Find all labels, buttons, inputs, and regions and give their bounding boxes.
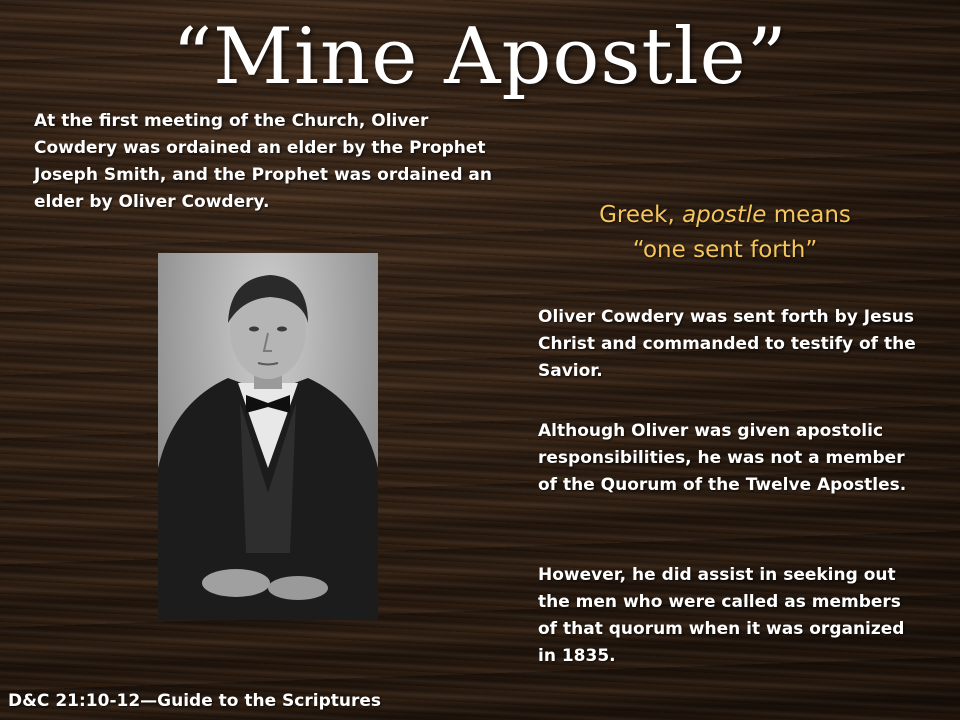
paragraph-sent-forth: Oliver Cowdery was sent forth by Jesus Christ and commanded to testify of the Savior. [538, 307, 916, 381]
portrait-image [158, 253, 378, 620]
paragraph-apostolic: Although Oliver was given apostolic responsibilities, he was not a member of the Quorum of the Twelve Apostles. [538, 421, 907, 495]
greek-term: apostle [682, 202, 767, 228]
greek-suffix: means [766, 202, 851, 228]
slide-title: “Mine Apostle” [172, 12, 788, 102]
greek-definition [545, 198, 905, 268]
greek-definition-line1 [545, 198, 905, 233]
source-citation: D&C 21:10-12—Guide to the Scriptures [8, 691, 382, 711]
portrait-photo [158, 253, 378, 620]
greek-meaning: “one sent forth” [632, 237, 818, 263]
paragraph-quorum: However, he did assist in seeking out the men who were called as members of that quorum when it was organized in 1835. [538, 565, 905, 666]
greek-prefix: Greek, [599, 202, 683, 228]
intro-paragraph: At the first meeting of the Church, Oliver Cowdery was ordained an elder by the Prophet Joseph Smith, and the Prophet was ordained an elder by Oliver Cowdery. [34, 111, 492, 212]
